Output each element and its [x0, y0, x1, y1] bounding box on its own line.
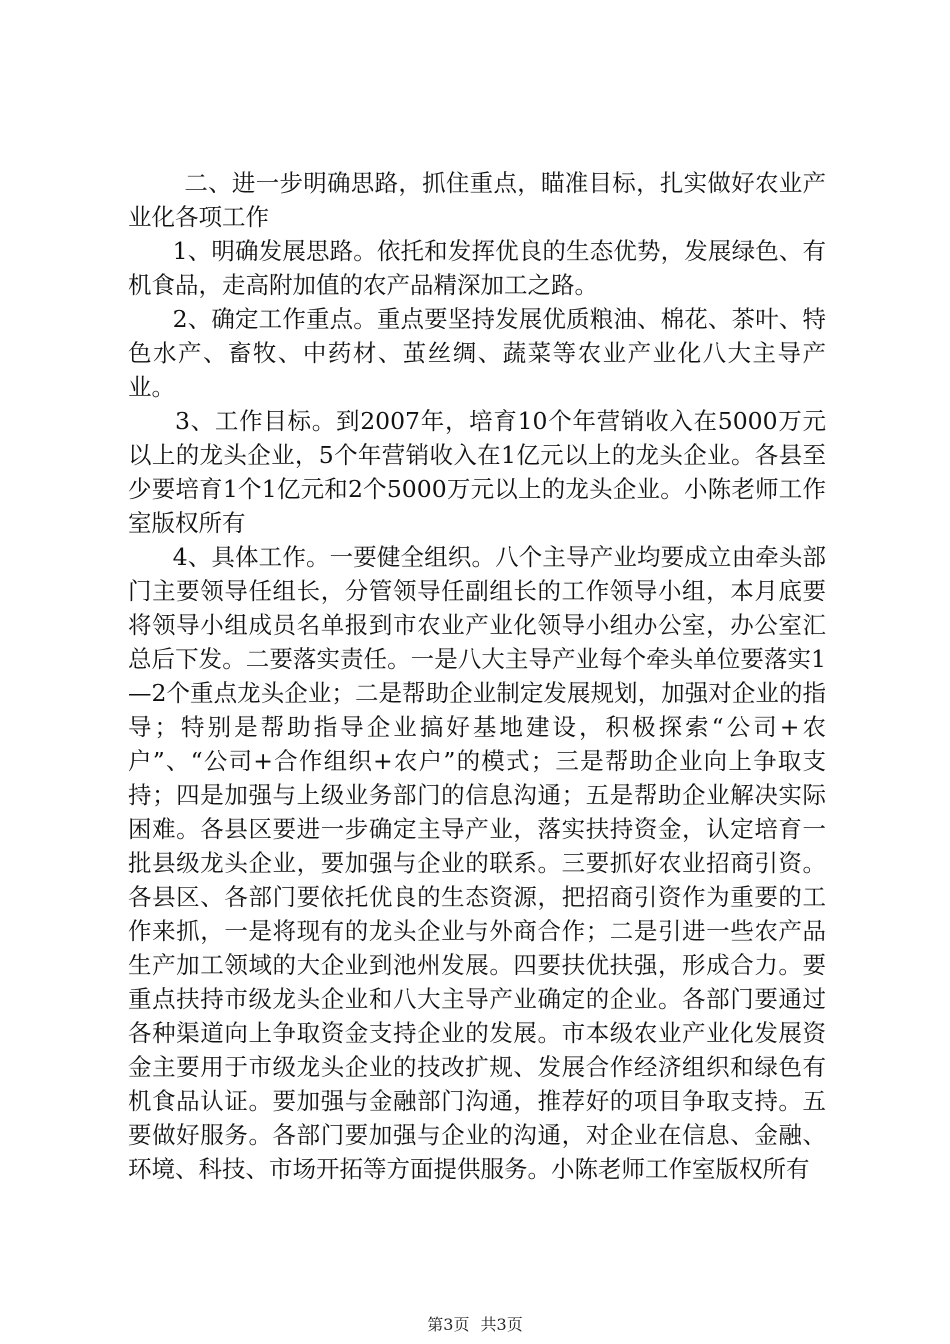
page-total: 共3页 — [480, 1315, 523, 1334]
document-body — [128, 166, 826, 1186]
paragraph-work-goal: 3、工作目标。到2007年，培育10个年营销收入在5000万元以上的龙头企业，5个年营销收入在1亿元以上的龙头企业。各县至少要培育1个1亿元和2个5000万元以上的龙头企业。小陈老师工作室版权所有 — [128, 407, 826, 537]
page-footer — [0, 1312, 950, 1335]
paragraph-specific-work: 4、具体工作。一要健全组织。八个主导产业均要成立由牵头部门主要领导任组长，分管领导任副组长的工作领导小组，本月底要将领导小组成员名单报到市农业产业化领导小组办公室，办公室汇总后下发。二要落实责任。一是八大主导产业每个牵头单位要落实1—2个重点龙头企业；二是帮助企业制定发展规划，加强对企业的指导；特别是帮助指导企业搞好基地建设，积极探索“公司+农户”、“公司+合作组织+农户”的模式；三是帮助企业向上争取支持；四是加强与上级业务部门的信息沟通；五是帮助企业解决实际困难。各县区要进一步确定主导产业，落实扶持资金，认定培育一批县级龙头企业，要加强与企业的联系。三要抓好农业招商引资。各县区、各部门要依托优良的生态资源，把招商引资作为重要的工作来抓，一是将现有的龙头企业与外商合作；二是引进一些农产品生产加工领域的大企业到池州发展。四要扶优扶强，形成合力。要重点扶持市级龙头企业和八大主导产业确定的企业。各部门要通过各种渠道向上争取资金支持企业的发展。市本级农业产业化发展资金主要用于市级龙头企业的技改扩规、发展合作经济组织和绿色有机食品认证。要加强与金融部门沟通，推荐好的项目争取支持。五要做好服务。各部门要加强与企业的沟通，对企业在信息、金融、环境、科技、市场开拓等方面提供服务。小陈老师工作室版权所有 — [128, 543, 826, 1183]
paragraph-work-focus: 2、确定工作重点。重点要坚持发展优质粮油、棉花、茶叶、特色水产、畜牧、中药材、茧丝绸、蔬菜等农业产业化八大主导产业。 — [128, 305, 826, 401]
paragraph-development-idea: 1、明确发展思路。依托和发挥优良的生态优势，发展绿色、有机食品，走高附加值的农产品精深加工之路。 — [128, 237, 826, 299]
page-number: 第3页 — [427, 1315, 470, 1334]
section-heading: 二、进一步明确思路，抓住重点，瞄准目标，扎实做好农业产业化各项工作 — [128, 169, 826, 231]
